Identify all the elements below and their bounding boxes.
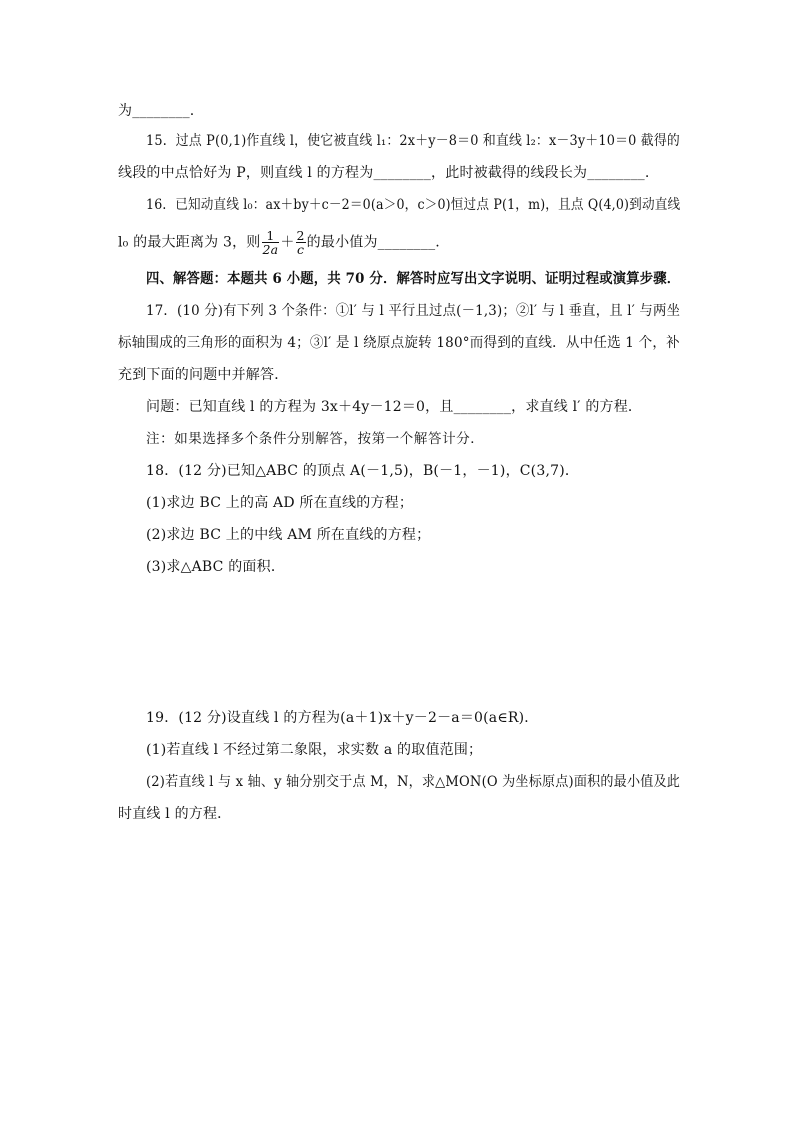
q17-note: 注：如果选择多个条件分别解答，按第一个解答计分． <box>146 431 485 447</box>
q16-line-2 <box>118 229 440 256</box>
q15-line-2: 线段的中点恰好为 P，则直线 l 的方程为________，此时被截得的线段长为________. <box>118 165 650 181</box>
q18-part-2: (2)求边 BC 上的中线 AM 所在直线的方程； <box>146 527 431 543</box>
q17-line-3: 充到下面的问题中并解答． <box>118 367 289 383</box>
q19-stem: 19．(12 分)设直线 l 的方程为(a＋1)x＋y－2－a＝0(a∈R)． <box>146 710 539 726</box>
q19-part-2-line-1: (2)若直线 l 与 x 轴、y 轴分别交于点 M，N，求△MON(O 为坐标原点)面积的最小值及此 <box>146 774 681 790</box>
q19-part-1: (1)若直线 l 不经过第二象限，求实数 a 的取值范围； <box>146 742 483 758</box>
q16-line-1: 16．已知动直线 l₀：ax＋by＋c－2＝0(a＞0，c＞0)恒过点 P(1，m)，且点 Q(4,0)到动直线 <box>146 197 681 213</box>
plus-sign: ＋ <box>280 234 295 251</box>
fraction-1-over-2a <box>262 229 280 256</box>
q18-part-3: (3)求△ABC 的面积． <box>146 559 286 575</box>
fraction-numerator: 1 <box>262 229 280 243</box>
q16-text-b: 的最小值为________. <box>306 234 440 251</box>
section-heading: 四、解答题：本题共 6 小题，共 70 分．解答时应写出文字说明、证明过程或演算步骤． <box>146 271 681 287</box>
q19-part-2-line-2: 时直线 l 的方程． <box>118 806 232 822</box>
q17-line-2: 标轴围成的三角形的面积为 4；③l′ 是 l 绕原点旋转 180°而得到的直线．从中任选 1 个，补 <box>118 335 680 351</box>
fraction-denominator: c <box>296 242 305 257</box>
q17-line-1: 17．(10 分)有下列 3 个条件：①l′ 与 l 平行且过点(－1,3)；②l′ 与 l 垂直，且 l′ 与两坐 <box>146 303 681 319</box>
q15-line-1: 15．过点 P(0,1)作直线 l，使它被直线 l₁：2x＋y－8＝0 和直线 l₂：x－3y＋10＝0 截得的 <box>146 133 680 149</box>
q18-part-1: (1)求边 BC 上的高 AD 所在直线的方程； <box>146 495 414 511</box>
q14-answer-tail: 为________. <box>118 103 195 119</box>
q17-problem: 问题：已知直线 l 的方程为 3x＋4y－12＝0，且________，求直线 l′ 的方程． <box>146 399 643 415</box>
fraction-denominator: 2a <box>262 242 279 257</box>
fraction-2-over-c <box>296 229 306 256</box>
q16-text-a: l₀ 的最大距离为 3，则 <box>118 234 261 251</box>
fraction-numerator: 2 <box>296 228 305 243</box>
q18-stem: 18．(12 分)已知△ABC 的顶点 A(－1,5)，B(－1，－1)，C(3,7)． <box>146 463 580 479</box>
